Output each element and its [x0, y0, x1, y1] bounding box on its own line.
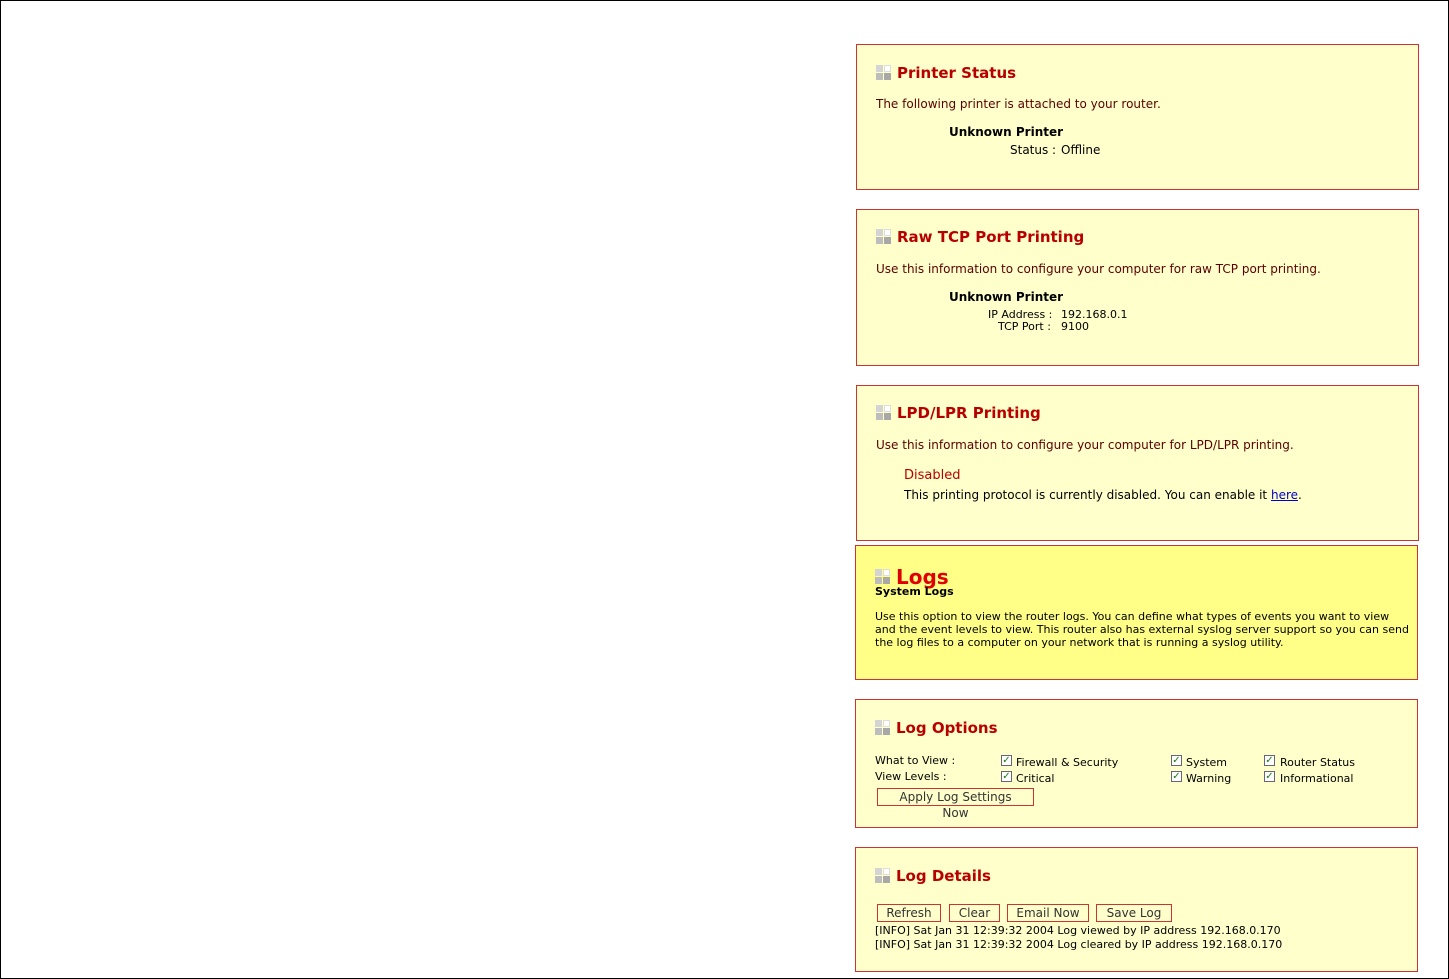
lpd-title: LPD/LPR Printing	[876, 404, 1041, 422]
email-now-button[interactable]: Email Now	[1007, 904, 1089, 922]
informational-label: Informational	[1280, 772, 1354, 785]
logs-description-line: and the event levels to view. This router also has external syslog server support so you can send	[875, 623, 1409, 636]
lpd-panel	[856, 385, 1419, 541]
section-icon	[876, 405, 892, 421]
router-status-label: Router Status	[1280, 756, 1356, 769]
view-levels-label: View Levels :	[875, 770, 947, 783]
what-to-view-label: What to View :	[875, 754, 956, 767]
ip-value: 192.168.0.1	[1061, 308, 1128, 321]
logs-description-line: Use this option to view the router logs. You can define what types of events you want to view	[875, 610, 1390, 623]
system-label: System	[1186, 756, 1228, 769]
router-status-checkbox[interactable]: ✓	[1265, 755, 1274, 766]
printer-status-intro: The following printer is attached to your router.	[876, 97, 1161, 111]
logs-panel	[855, 545, 1418, 680]
raw-tcp-intro: Use this information to configure your computer for raw TCP port printing.	[876, 262, 1321, 276]
status-value: Offline	[1061, 143, 1101, 157]
section-icon	[876, 65, 892, 81]
logs-description-line: the log files to a computer on your network that is running a syslog utility.	[875, 636, 1284, 649]
printer-name: Unknown Printer	[949, 125, 1064, 139]
section-icon	[875, 720, 891, 736]
clear-button[interactable]: Clear	[949, 904, 1000, 922]
log-details-title: Log Details	[875, 867, 991, 885]
printer-status-title: Printer Status	[876, 64, 1016, 82]
refresh-button[interactable]: Refresh	[877, 904, 941, 922]
raw-tcp-title: Raw TCP Port Printing	[876, 228, 1084, 246]
warning-checkbox[interactable]: ✓	[1172, 771, 1181, 782]
log-options-panel	[855, 699, 1418, 828]
raw-tcp-panel	[856, 209, 1419, 366]
system-checkbox[interactable]: ✓	[1172, 755, 1181, 766]
section-icon	[875, 569, 891, 585]
firewall-security-label: Firewall & Security	[1016, 756, 1119, 769]
firewall-security-checkbox[interactable]: ✓	[1002, 755, 1011, 766]
status-label: Status :	[1010, 143, 1057, 157]
section-icon	[875, 868, 891, 884]
critical-checkbox[interactable]: ✓	[1002, 771, 1011, 782]
warning-label: Warning	[1186, 772, 1232, 785]
log-details-panel	[855, 847, 1418, 972]
logs-title: Logs	[875, 565, 949, 589]
ip-label: IP Address :	[988, 308, 1053, 321]
port-value: 9100	[1061, 320, 1089, 333]
log-entry: [INFO] Sat Jan 31 12:39:32 2004 Log cleared by IP address 192.168.0.170	[875, 938, 1283, 951]
lpd-note: This printing protocol is currently disabled. You can enable it here.	[904, 488, 1302, 502]
apply-log-settings-button[interactable]: Apply Log Settings Now	[877, 788, 1034, 806]
informational-checkbox[interactable]: ✓	[1265, 771, 1274, 782]
printer-status-panel	[856, 44, 1419, 190]
enable-here-link[interactable]: here	[1270, 488, 1299, 502]
critical-label: Critical	[1016, 772, 1055, 785]
save-log-button[interactable]: Save Log	[1096, 904, 1172, 922]
lpd-state: Disabled	[904, 468, 961, 483]
lpd-intro: Use this information to configure your computer for LPD/LPR printing.	[876, 438, 1294, 452]
section-icon	[876, 229, 892, 245]
log-options-title: Log Options	[875, 719, 998, 737]
port-label: TCP Port :	[998, 320, 1051, 333]
logs-subtitle: System Logs	[875, 585, 954, 598]
log-entry: [INFO] Sat Jan 31 12:39:32 2004 Log viewed by IP address 192.168.0.170	[875, 924, 1281, 937]
printer-name: Unknown Printer	[949, 290, 1064, 304]
